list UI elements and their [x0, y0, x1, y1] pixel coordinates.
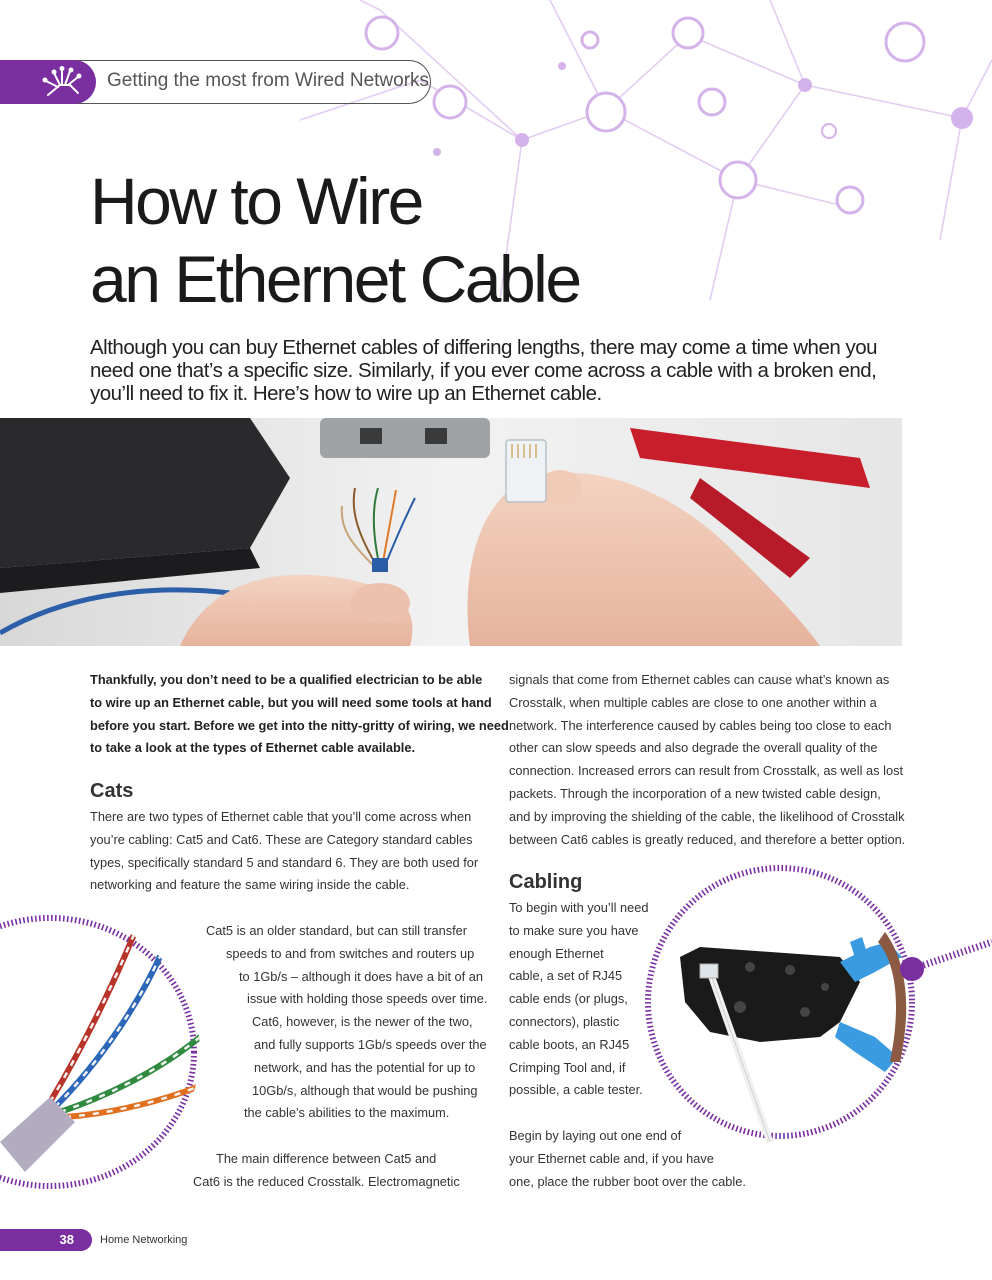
section-header-badge	[0, 60, 96, 104]
lead-paragraph	[90, 669, 509, 760]
crosstalk-paragraph	[509, 669, 905, 851]
cabling-heading: Cabling	[509, 871, 583, 893]
lead-line: before you start. Before we get into the nitty-gritty of wiring, we need	[90, 717, 509, 733]
network-hand-icon	[40, 65, 86, 99]
cats-line: you’re cabling: Cat5 and Cat6. These are Category standard cables	[90, 831, 473, 847]
crosstalk-line: other can slow speeds and also degrade the overall quality of the	[509, 740, 878, 756]
cats-line: networking and feature the same wiring inside the cable.	[90, 877, 410, 893]
cat5-cat6-paragraph	[0, 920, 488, 1125]
crosstalk-intro-paragraph	[0, 1148, 480, 1194]
cabling-line: cable ends (or plugs,	[509, 991, 628, 1007]
crosstalk-line: packets. Through the incorporation of a new twisted cable design,	[509, 785, 881, 801]
crosstalk-line: network. The interference caused by cables being too close to each	[509, 717, 892, 733]
cabling-line: enough Ethernet	[509, 945, 604, 961]
page-number-badge: 38	[0, 1229, 92, 1251]
crosstalk-line: and by improving the shielding of the cable, the likelihood of Crosstalk	[509, 808, 905, 824]
intro-paragraph: Although you can buy Ethernet cables of differing lengths, there may come a time when you need one that’s a specific size. Similarly, if you ever come across a cable with a broken end, you’ll need to fix it. Here’s how to wire up an Ethernet cable.	[90, 336, 878, 405]
cats-line: types, specifically standard 5 and standard 6. They are both used for	[90, 854, 479, 870]
begin-line: your Ethernet cable and, if you have	[509, 1150, 714, 1166]
page-title	[90, 162, 580, 318]
wrap-line: The main difference between Cat5 and	[216, 1151, 437, 1166]
wrap-line: 10Gb/s, although that would be pushing	[252, 1082, 478, 1098]
begin-line: Begin by laying out one end of	[509, 1128, 682, 1143]
cabling-line: To begin with you’ll need	[509, 900, 649, 915]
wrap-line: and fully supports 1Gb/s speeds over the	[254, 1036, 487, 1052]
section-header-label: Getting the most from Wired Networks	[107, 70, 430, 91]
crosstalk-line: Crosstalk, when multiple cables are close to one another within a	[509, 694, 877, 710]
page-title-line-1: How to Wire	[90, 164, 422, 238]
cabling-line: Crimping Tool and, if	[509, 1059, 626, 1075]
begin-line: one, place the rubber boot over the cable.	[509, 1173, 746, 1189]
lead-line: Thankfully, you don’t need to be a qualified electrician to be able	[90, 672, 483, 687]
wrap-line: Cat6 is the reduced Crosstalk. Electromagnetic	[193, 1173, 460, 1189]
page-title-line-2: an Ethernet Cable	[90, 242, 580, 316]
wrap-line: network, and has the potential for up to	[254, 1059, 476, 1075]
wrap-line: to 1Gb/s – although it does have a bit of an	[239, 968, 484, 984]
wrap-line: speeds to and from switches and routers up	[226, 945, 475, 961]
lead-line: to wire up an Ethernet cable, but you will need some tools at hand	[90, 694, 492, 710]
crosstalk-line: signals that come from Ethernet cables can cause what’s known as	[509, 672, 890, 687]
cabling-line: possible, a cable tester.	[509, 1082, 643, 1098]
crimping-tool-photo	[640, 862, 992, 1152]
cabling-line: connectors), plastic	[509, 1013, 620, 1029]
crosstalk-line: connection. Increased errors can result from Crosstalk, as well as lost	[509, 763, 904, 779]
cabling-line: to make sure you have	[509, 922, 639, 938]
cabling-line: cable boots, an RJ45	[509, 1036, 630, 1052]
wrap-line: issue with holding those speeds over time.	[247, 991, 488, 1007]
cats-paragraph	[90, 806, 478, 897]
cats-heading: Cats	[90, 780, 134, 802]
crosstalk-line: between Cat6 cables is greatly reduced, and therefore a better option.	[509, 831, 906, 847]
wrap-line: the cable’s abilities to the maximum.	[244, 1105, 450, 1121]
hero-photo-hands-cable	[0, 418, 902, 646]
wrap-line: Cat5 is an older standard, but can still transfer	[206, 923, 468, 938]
publication-name: Home Networking	[100, 1234, 188, 1246]
section-header-tab	[0, 60, 432, 104]
lead-line: to take a look at the types of Ethernet cable available.	[90, 740, 416, 756]
wrap-line: Cat6, however, is the newer of the two,	[252, 1014, 473, 1030]
cabling-paragraph	[509, 897, 648, 1102]
cats-line: There are two types of Ethernet cable that you’ll come across when	[90, 809, 472, 824]
cabling-line: cable, a set of RJ45	[509, 968, 623, 984]
